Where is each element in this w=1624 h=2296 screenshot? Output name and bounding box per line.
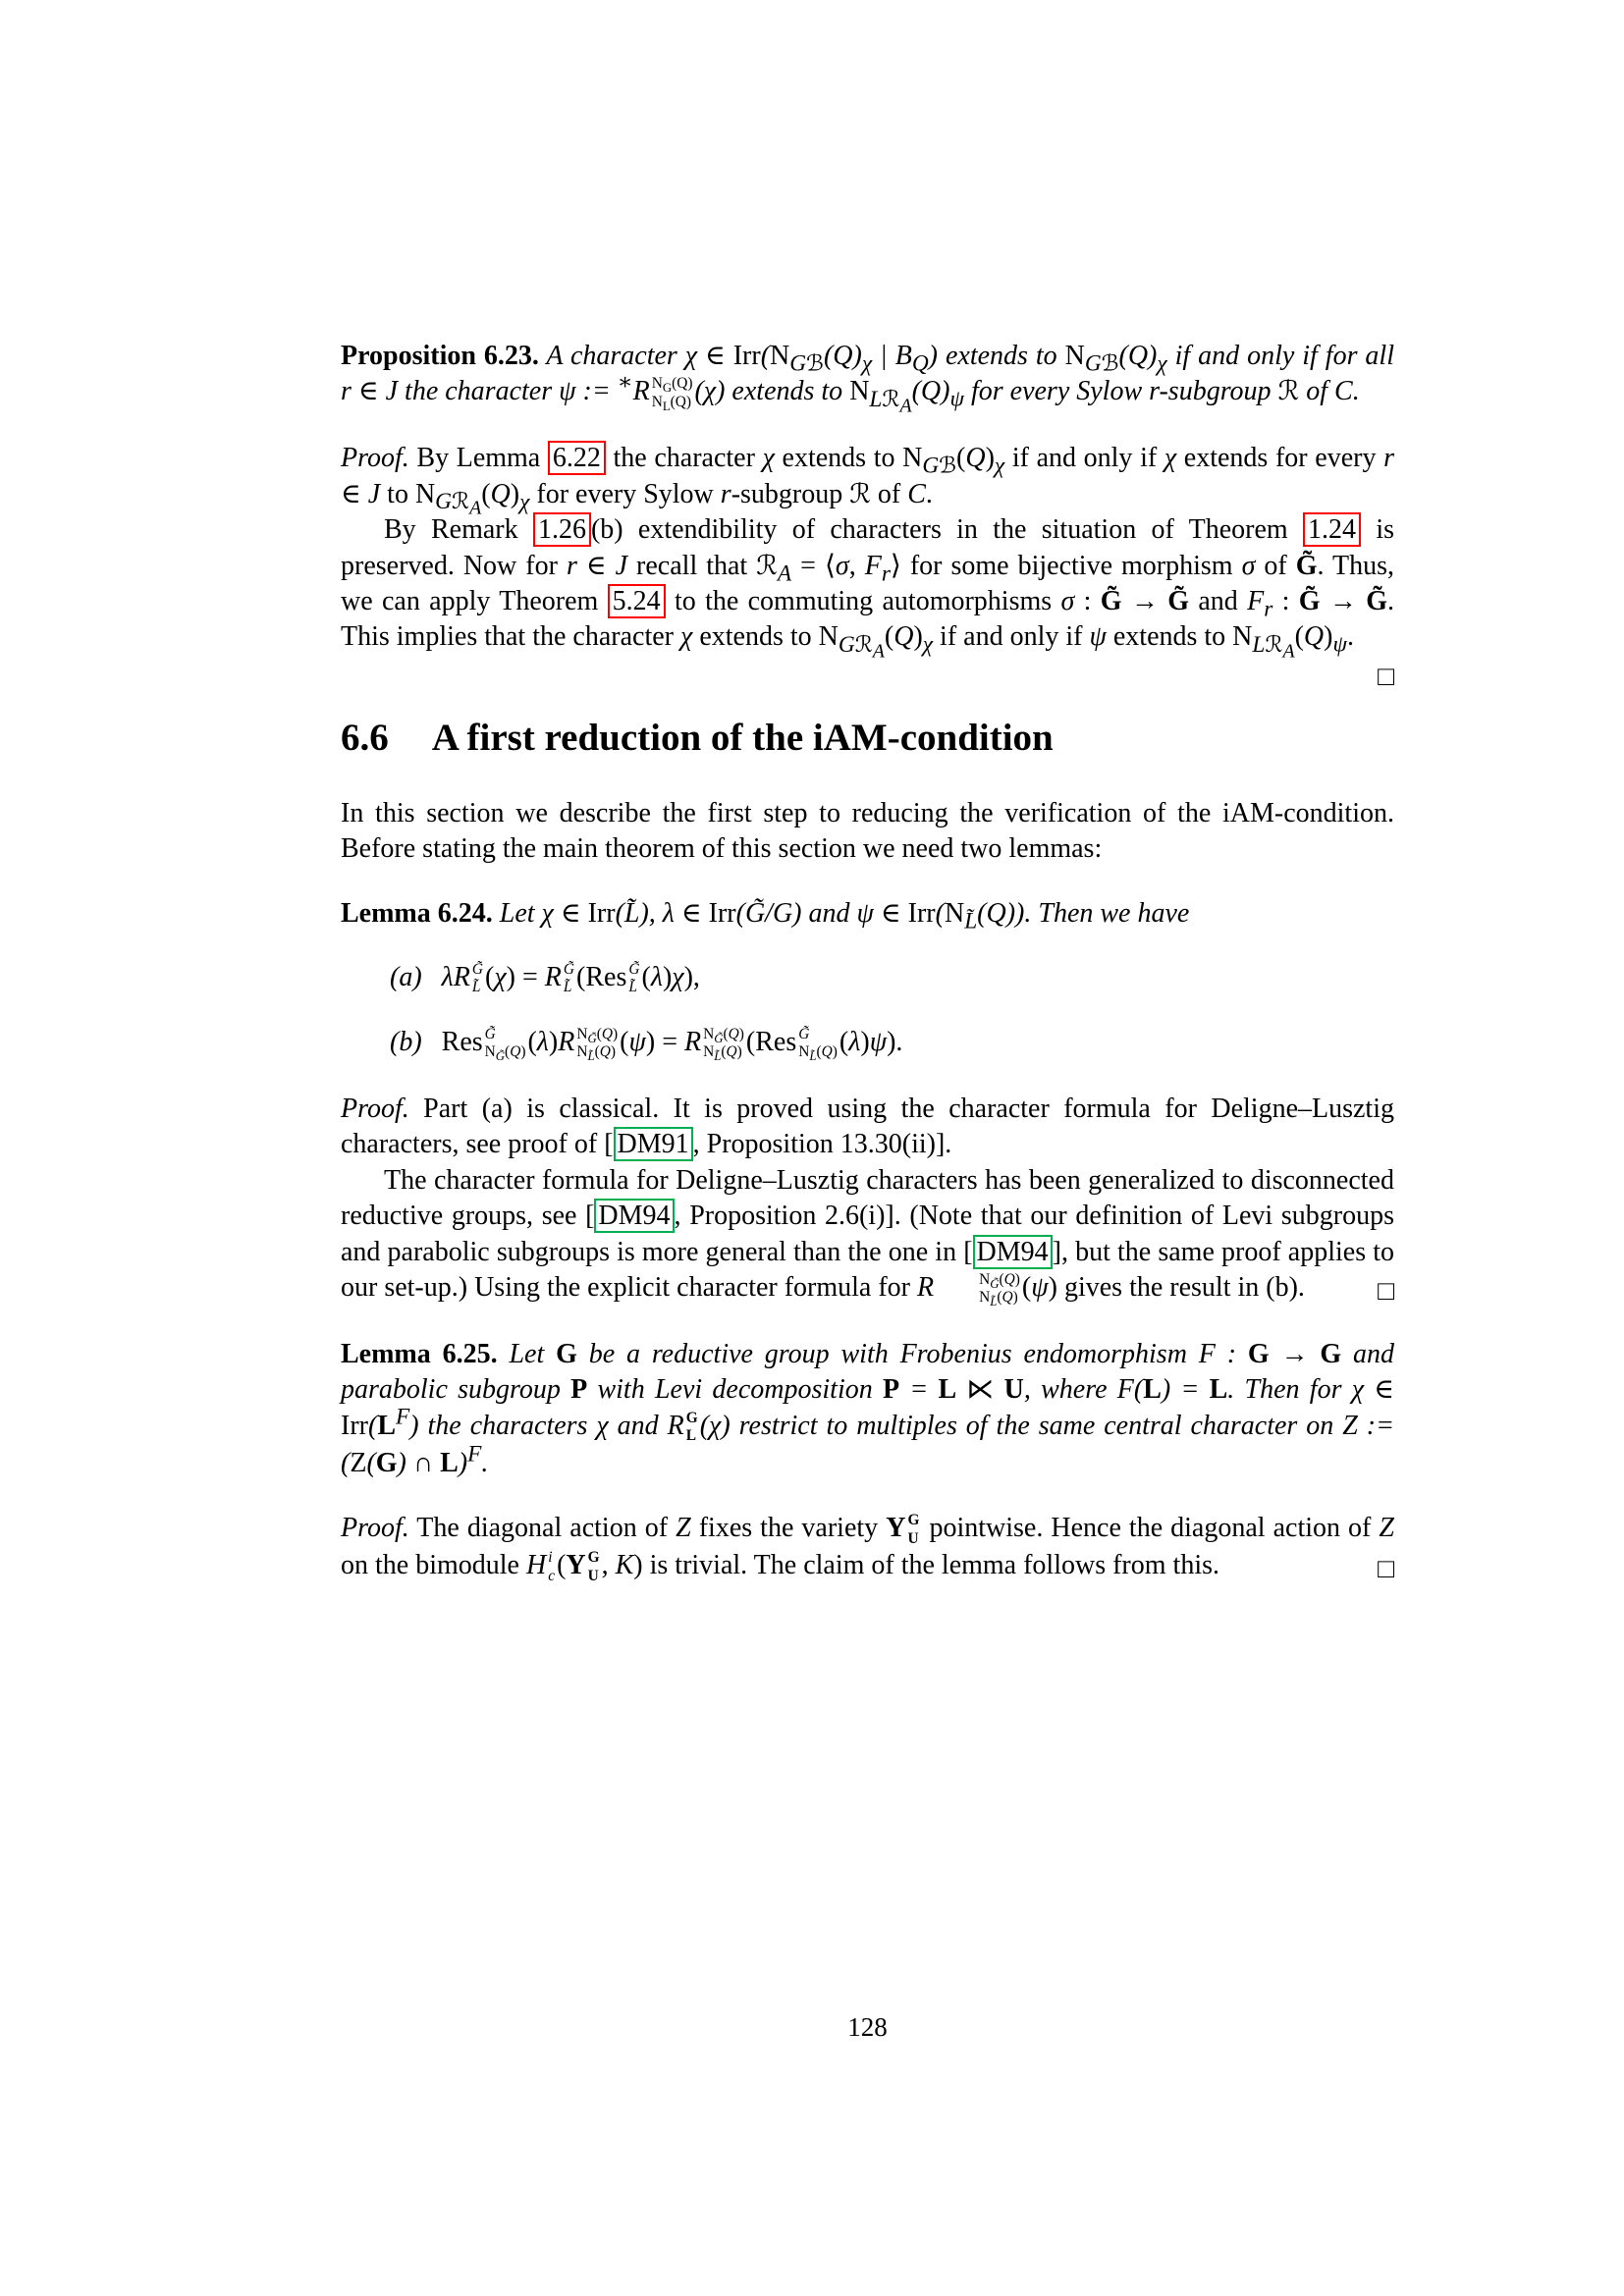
item-b-formula: Res G̃ $N_{G̃}(Q)$ (λ)R $N_{G̃}(Q)$ $N_{L̃}(Q)$ (ψ) = R $N_{G̃}(Q)$ $N_{L̃}(Q)$ (Res G̃ $N_{L̃}(Q)$ (λ)ψ).	[441, 1025, 903, 1064]
cite-link-dm91[interactable]: DM91	[614, 1127, 693, 1161]
section-heading	[341, 717, 1394, 761]
page-number: 128	[847, 2012, 888, 2042]
qed-square: □	[1378, 1554, 1394, 1585]
ref-link-5-24[interactable]: 5.24	[608, 584, 666, 618]
proof-6-25-paragraph-1: Proof. The diagonal action of Z fixes the variety Y G U pointwise. Hence the diagonal action of Z on the bimodule H i c (Y G U , K) is trivial. The claim of the lemma follows from this. □	[341, 1511, 1394, 1585]
cite-link-dm94[interactable]: DM94	[594, 1199, 674, 1233]
item-a-label: (a)	[390, 961, 422, 992]
ref-link-1-26[interactable]: 1.26	[533, 512, 591, 547]
proof-6-24-paragraph-2: The character formula for Deligne–Lusztig characters has been generalized to disconnected reductive groups, see [ DM94 , Proposition 2.6(i)]. (Note that our definition of Levi subgroups and parabolic subgroups is more general than the one in [ DM94 ], but the same proof applies to our set-up.) Using the explicit character formula for R $N_{G̃}(Q)$ $N_{L̃}(Q)$ (ψ) gives the result in (b). □	[341, 1164, 1394, 1309]
item-b-label: (b)	[390, 1026, 422, 1057]
proof-6-24-paragraph-1: Proof. Part (a) is classical. It is proved using the character formula for Deligne–Lusztig characters, see proof of [ DM91 , Proposition 13.30(ii)].	[341, 1093, 1394, 1160]
ref-link-6-22[interactable]: 6.22	[548, 441, 606, 475]
section-intro-paragraph: In this section we describe the first step to reducing the verification of the iAM-condition. Before stating the main theorem of this section we need two lemmas:	[341, 797, 1394, 865]
cite-link-dm94-2[interactable]: DM94	[973, 1235, 1053, 1269]
lemma-6-24-item-b	[390, 1025, 1394, 1062]
section-title: A first reduction of the iAM-condition	[431, 716, 1054, 759]
proof-6-23-paragraph-2: By Remark 1.26 (b) extendibility of characters in the situation of Theorem 1.24 is preserved. Now for r ∈ J recall that ℛ$_A$ = ⟨σ, $F_r⟩$ for some bijective morphism σ of G̃. Thus, we can apply Theorem 5.24 to the commuting automorphisms σ : G̃ → G̃ and $F_r$ : G̃ → G̃. This implies that the character χ extends to $N_{Gℛ_A}(Q)_\chi$ if and only if ψ extends to $N_{Lℛ_A}(Q)_\psi$. □	[341, 512, 1394, 656]
qed-square: □	[1378, 661, 1394, 692]
qed-square: □	[1378, 1275, 1394, 1307]
ref-link-1-24[interactable]: 1.24	[1303, 512, 1361, 547]
lemma-6-25: Lemma 6.25. Let G be a reductive group with Frobenius endomorphism F : G → G and parabolic subgroup P with Levi decomposition P = L ⋉ U, where F(L) = L. Then for χ ∈ $Irr(L^F)$ the characters χ and R G L (χ) restrict to multiples of the same central character on Z := (Z(G) ∩ L)$^F$.	[341, 1338, 1395, 1478]
lemma-6-24: Lemma 6.24. Let χ ∈ Irr(L̃), λ ∈ Irr(G̃/G) and ψ ∈ $Irr(N_{L̃}(Q))$. Then we have	[341, 898, 1190, 935]
lemma-6-24-item-a	[390, 960, 1394, 997]
item-a-formula: λR G̃ L̃ (χ) = R G̃ L̃ (Res G̃ L̃ (λ)χ),	[441, 960, 700, 996]
proof-6-23-paragraph-1: Proof. By Lemma 6.22 the character χ extends to $N_{Gℬ}(Q)_\chi$ if and only if χ extends for every r ∈ J to $N_{Gℛ_A}(Q)_\chi$ for every Sylow r-subgroup ℛ of C.	[341, 443, 1394, 520]
proposition-6-23: Proposition 6.23. A character χ ∈ $Irr(N_{Gℬ}(Q)_\chi$ | $B_Q$) extends to $N_{Gℬ}(Q)_\chi$ if and only if for all r ∈ J the character ψ := ∗R $N_G(Q)$ $N_L(Q)$ (χ) extends to $N_{Lℛ_A}(Q)_\psi$ for every Sylow r-subgroup ℛ of C.	[341, 341, 1394, 417]
text-column	[341, 339, 1394, 1588]
section-number: 6.6	[341, 716, 389, 759]
